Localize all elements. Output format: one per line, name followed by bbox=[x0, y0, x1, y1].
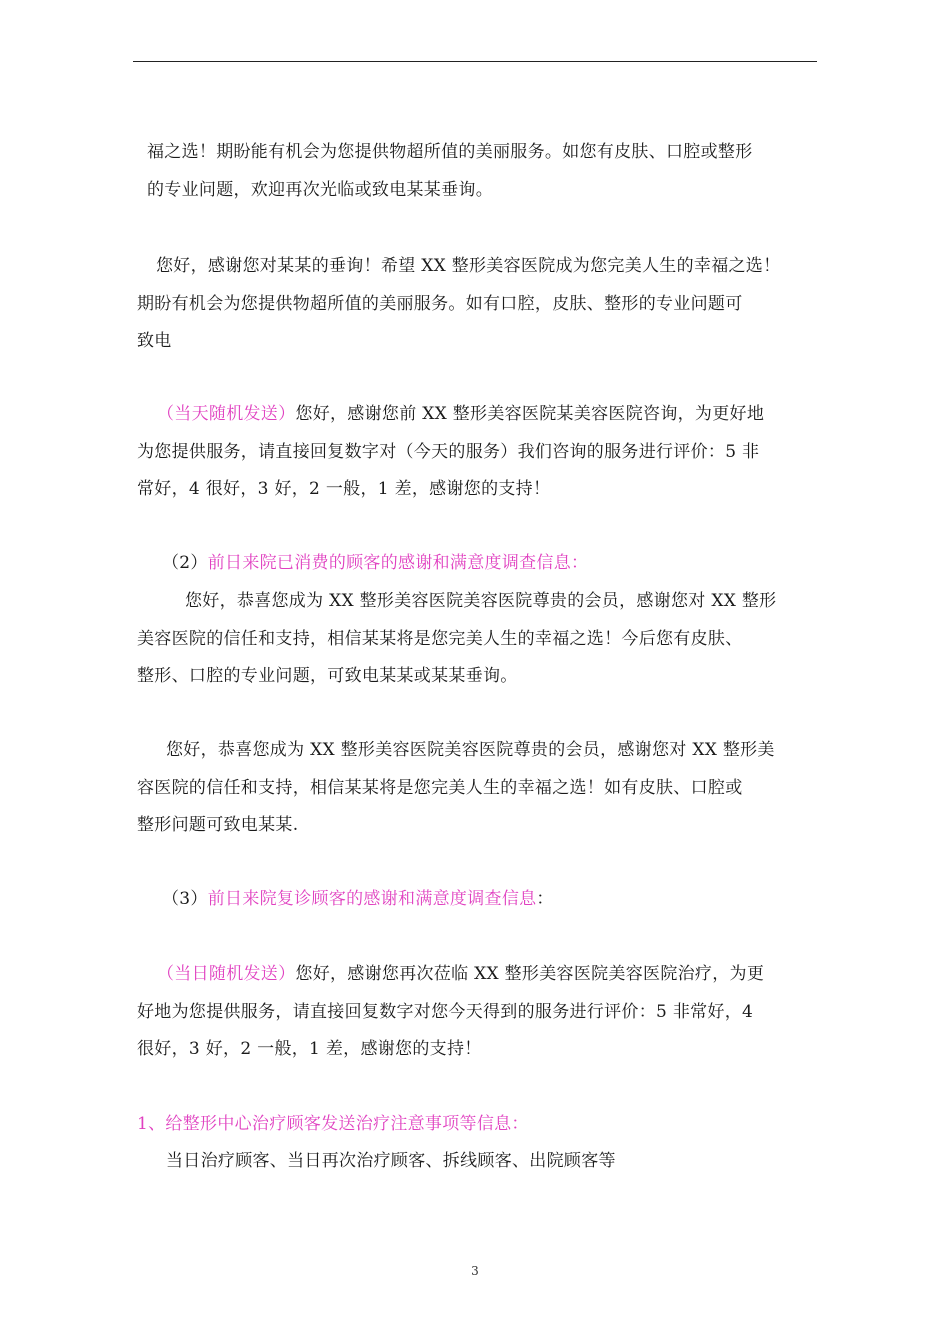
text-line: 好地为您提供服务，请直接回复数字对您今天得到的服务进行评价：5 非常好，4 bbox=[137, 1001, 754, 1022]
text-line: 期盼有机会为您提供物超所值的美丽服务。如有口腔，皮肤、整形的专业问题可 bbox=[137, 293, 743, 314]
paragraph-7 bbox=[166, 1143, 846, 1181]
paragraph-5 bbox=[137, 732, 817, 845]
section-colon: ： bbox=[536, 889, 554, 909]
text-fragment: 您好，感谢您前 XX 整形美容医院某美容医院咨询，为更好地 bbox=[295, 404, 765, 424]
text-line: 为您提供服务，请直接回复数字对（今天的服务）我们咨询的服务进行评价：5 非 bbox=[137, 441, 760, 462]
section-title: 1、给整形中心治疗顾客发送治疗注意事项等信息： bbox=[137, 1114, 529, 1134]
send-tag: （当天随机发送） bbox=[157, 404, 296, 424]
text-line: 整形问题可致电某某. bbox=[137, 815, 299, 835]
text-line: 整形、口腔的专业问题，可致电某某或某某垂询。 bbox=[137, 666, 518, 686]
text-line: 美容医院的信任和支持，相信某某将是您完美人生的幸福之选！今后您有皮肤、 bbox=[137, 628, 743, 649]
text-line: 常好，4 很好，3 好，2 一般，1 差，感谢您的支持！ bbox=[137, 479, 551, 499]
paragraph-1 bbox=[147, 134, 827, 209]
text-line: 很好，3 好，2 一般，1 差，感谢您的支持！ bbox=[137, 1039, 482, 1059]
text-line: 致电 bbox=[137, 331, 172, 351]
section-number: （3） bbox=[162, 889, 208, 909]
paragraph-2 bbox=[137, 248, 817, 361]
page-number: 3 bbox=[471, 1264, 479, 1278]
text-line: 您好，恭喜您成为 XX 整形美容医院美容医院尊贵的会员，感谢您对 XX 整形美 bbox=[166, 740, 775, 760]
send-tag: （当日随机发送） bbox=[157, 964, 296, 984]
section-heading-3 bbox=[162, 881, 842, 919]
paragraph-3 bbox=[137, 396, 817, 509]
section-title: 前日来院复诊顾客的感谢和满意度调查信息 bbox=[207, 889, 537, 909]
text-line: 福之选！期盼能有机会为您提供物超所值的美丽服务。如您有皮肤、口腔或整形 bbox=[147, 142, 753, 162]
text-line bbox=[162, 545, 842, 583]
header-rule bbox=[133, 61, 817, 62]
section-number: （2） bbox=[162, 553, 208, 573]
section-heading-1 bbox=[137, 1106, 817, 1144]
paragraph-6 bbox=[137, 956, 817, 1069]
section-heading-2 bbox=[162, 545, 842, 583]
text-line: 容医院的信任和支持，相信某某将是您完美人生的幸福之选！如有皮肤、口腔或 bbox=[137, 777, 743, 798]
text-line bbox=[162, 881, 842, 919]
text-line: 您好，感谢您对某某的垂询！希望 XX 整形美容医院成为您完美人生的幸福之选！ bbox=[156, 256, 781, 276]
section-title: 前日来院已消费的顾客的感谢和满意度调查信息： bbox=[207, 553, 589, 573]
text-line bbox=[137, 956, 817, 994]
text-line: 您好，恭喜您成为 XX 整形美容医院美容医院尊贵的会员，感谢您对 XX 整形 bbox=[185, 591, 777, 611]
text-line: 当日治疗顾客、当日再次治疗顾客、拆线顾客、出院顾客等 bbox=[166, 1151, 616, 1171]
text-line: 的专业问题，欢迎再次光临或致电某某垂询。 bbox=[147, 179, 493, 200]
text-line bbox=[137, 396, 817, 434]
paragraph-4 bbox=[137, 583, 817, 696]
text-fragment: 您好，感谢您再次莅临 XX 整形美容医院美容医院治疗，为更 bbox=[295, 964, 765, 984]
